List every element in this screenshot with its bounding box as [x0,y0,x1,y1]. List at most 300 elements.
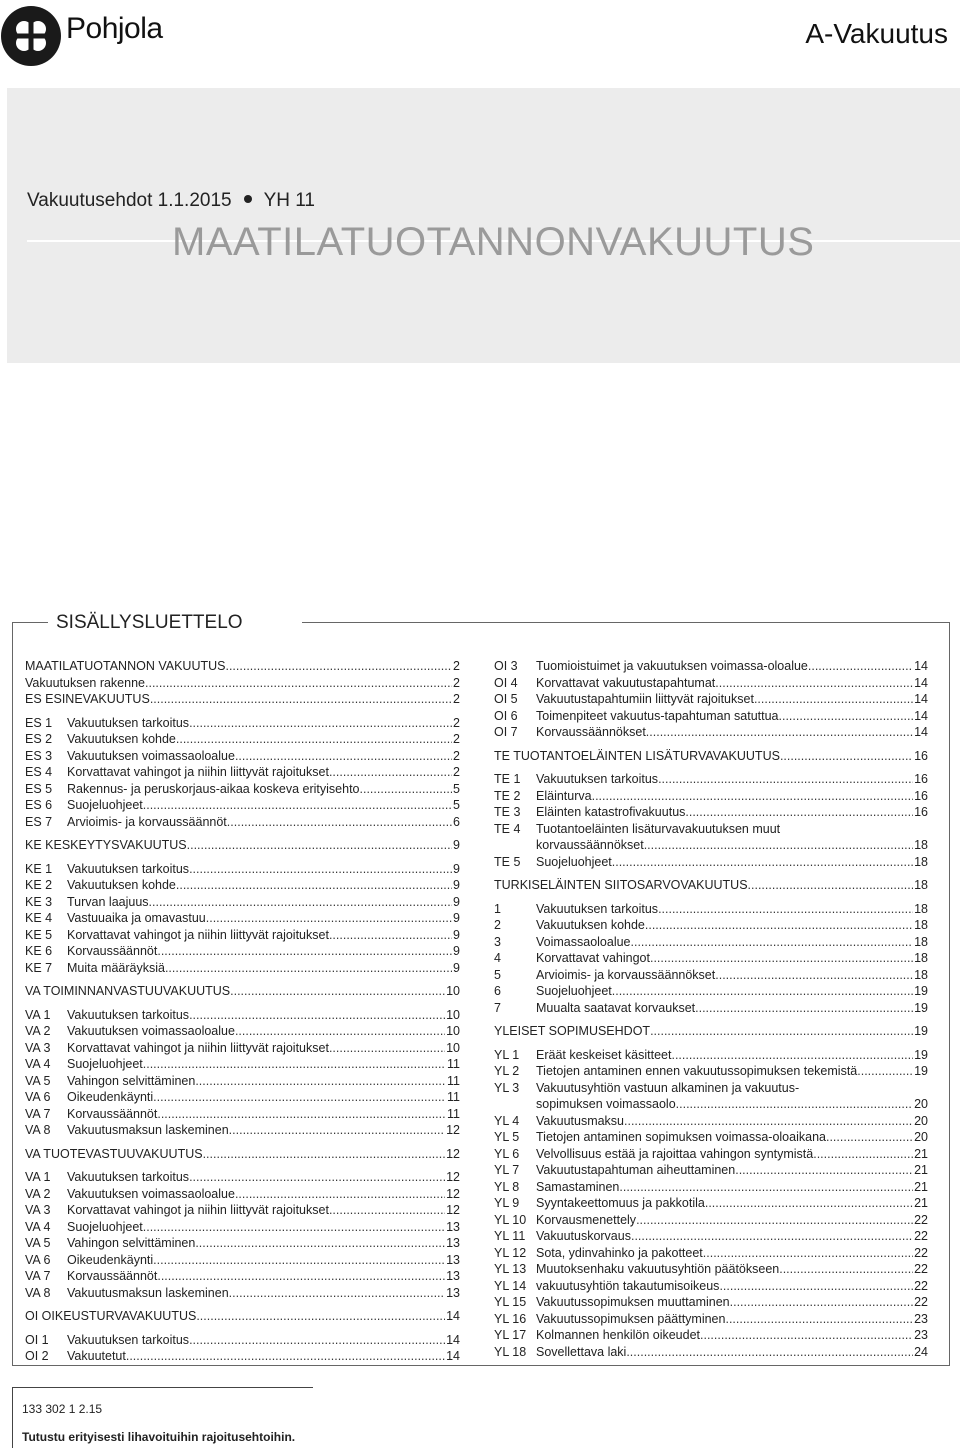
toc-entry[interactable] [494,788,928,805]
toc-entry-text: Vakuutustapahtumiin liittyvät rajoitukset [536,692,754,706]
toc-entry-page: 22 [914,1295,928,1309]
toc-leader-dots [229,1122,445,1139]
toc-title: SISÄLLYSLUETTELO [56,612,249,634]
toc-entry-page: 16 [914,772,928,786]
toc-entry[interactable] [25,1169,460,1186]
toc-leader-dots [780,748,913,765]
toc-entry-code: KE 6 [25,944,53,958]
toc-section[interactable] [494,748,928,765]
toc-entry-page: 18 [914,918,928,932]
toc-entry-page: 10 [446,1007,460,1022]
toc-entry-page: 13 [446,1236,460,1250]
toc-entry[interactable] [494,967,928,984]
toc-entry-text: Velvollisuus estää ja rajoittaa vahingon syntymistä [536,1146,814,1161]
toc-entry-page: 18 [914,838,928,852]
toc-column-left [25,658,460,1365]
toc-leader-dots [143,1219,445,1236]
toc-leader-dots [730,1294,913,1311]
toc-entry[interactable] [494,1047,928,1064]
toc-entry-text: Suojeluohjeet [67,1057,143,1071]
toc-entry[interactable] [494,1080,928,1097]
toc-entry[interactable] [25,960,460,977]
toc-section-text: VA TOIMINNANVASTUUVAKUUTUS [25,984,231,998]
toc-entry-text: Korvattavat vahingot ja niihin liittyvät rajoitukset [67,1040,329,1055]
toc-entry[interactable] [25,1186,460,1203]
toc-entry[interactable] [25,1332,460,1349]
toc-leader-dots [329,764,452,781]
toc-entry[interactable] [494,854,928,871]
toc-leader-dots [225,658,452,675]
toc-entry-page: 18 [914,901,928,916]
toc-entry-page: 9 [453,838,460,852]
toc-entry-page: 12 [446,1146,460,1161]
toc-entry-code: VA 3 [25,1203,51,1217]
toc-entry-code: VA 6 [25,1090,51,1104]
toc-entry-code: YL 11 [494,1229,526,1243]
toc-entry-code: KE 5 [25,927,53,942]
toc-entry-text: Sovellettava laki [536,1344,627,1359]
toc-leader-dots [754,691,913,708]
toc-leader-dots [126,1348,445,1365]
toc-entry-text: Korvattavat vahingot [536,951,650,965]
toc-entry[interactable] [494,1344,928,1361]
toc-entry-text: Eläinten katastrofivakuutus [536,805,686,819]
toc-entry-code: VA 6 [25,1252,51,1267]
toc-leader-dots [700,1327,913,1344]
toc-leader-dots [631,934,914,951]
toc-entry-page: 2 [453,692,460,706]
toc-entry-text: Suojeluohjeet [67,798,143,812]
toc-entry[interactable] [494,1063,928,1080]
toc-section-text: OI OIKEUSTURVAVAKUUTUS [25,1309,197,1323]
toc-entry-page: 19 [914,1024,928,1038]
toc-entry[interactable] [25,894,460,911]
pohjola-logo-icon [0,5,62,67]
toc-entry-code: KE 7 [25,960,53,975]
toc-entry-page: 19 [914,1047,928,1062]
toc-entry-text: Vakuutuksen tarkoitus [536,901,659,916]
toc-entry-page: 14 [914,708,928,723]
toc-entry-page: 23 [914,1328,928,1342]
toc-entry-text: vakuutusyhtiön takautumisoikeus [536,1278,720,1293]
toc-entry-code: KE 2 [25,878,53,892]
toc-leader-dots [229,1285,445,1302]
toc-entry[interactable] [494,1294,928,1311]
toc-section-text: KE KESKEYTYSVAKUUTUS [25,838,187,852]
toc-entry-code: TE 1 [494,772,521,786]
toc-leader-dots [619,1179,913,1196]
toc-entry[interactable] [494,691,928,708]
toc-entry-code: OI 4 [494,675,518,690]
brand-name: Pohjola [66,12,163,45]
toc-leader-dots [735,1162,913,1179]
toc-entry-text: Arvioimis- ja korvaussäännökset [536,967,716,982]
toc-entry-code: OI 2 [25,1349,49,1363]
toc-entry-code: VA 8 [25,1123,51,1137]
toc-leader-dots [176,877,452,894]
toc-entry-code: VA 3 [25,1040,51,1055]
toc-entry[interactable] [25,1089,460,1106]
toc-leader-dots [235,1186,445,1203]
toc-rule-right [302,622,949,623]
toc-entry[interactable] [494,708,928,725]
toc-leader-dots [329,927,452,944]
toc-leader-dots [329,1202,445,1219]
toc-leader-dots [650,950,913,967]
toc-section[interactable] [25,837,460,854]
toc-entry-text: Vahingon selvittäminen [67,1236,196,1250]
toc-entry[interactable] [494,1179,928,1196]
toc-leader-dots [703,1245,913,1262]
toc-entry[interactable] [494,983,928,1000]
toc-entry[interactable] [494,1113,928,1130]
toc-leader-dots [658,901,913,918]
toc-entry-page: 9 [453,861,460,876]
toc-leader-dots [195,1073,446,1090]
toc-leader-dots [195,1235,445,1252]
toc-entry-page: 11 [447,1090,460,1104]
toc-entry[interactable] [25,675,460,692]
toc-entry[interactable] [25,1202,460,1219]
toc-entry-code: 7 [494,1000,501,1015]
toc-section-text: MAATILATUOTANNON VAKUUTUS [25,659,226,673]
toc-entry[interactable] [494,1129,928,1146]
toc-entry-text: Eräät keskeiset käsitteet [536,1047,672,1062]
toc-entry[interactable] [25,781,460,798]
toc-leader-dots [165,960,452,977]
toc-leader-dots [189,1007,445,1024]
toc-entry-code: 3 [494,934,501,949]
toc-entry-code: TE 5 [494,854,521,869]
toc-entry[interactable] [25,861,460,878]
toc-section[interactable] [25,1308,460,1325]
toc-leader-dots [705,1195,913,1212]
toc-entry-continuation[interactable] [494,1096,928,1113]
terms-code: YH 11 [263,190,315,211]
toc-leader-dots [592,788,914,805]
toc-entry-code: ES 6 [25,798,53,812]
toc-entry-code: KE 4 [25,911,53,925]
toc-entry[interactable] [494,1212,928,1229]
toc-entry-text: Korvattavat vahingot ja niihin liittyvät rajoitukset [67,927,329,942]
toc-entry-text: Vakuutusmaksun laskeminen [67,1285,229,1300]
toc-entry-text: Muita määräyksiä [67,960,165,975]
terms-label: Vakuutusehdot 1.1.2015 [27,190,232,211]
toc-entry-text: Vakuutuksen tarkoitus [67,1170,190,1184]
toc-entry[interactable] [25,1007,460,1024]
toc-entry-page: 21 [914,1196,928,1210]
toc-entry-code: TE 2 [494,788,521,803]
toc-entry-text: Samastaminen [536,1179,620,1194]
toc-entry-text: Kolmannen henkilön oikeudet [536,1328,701,1342]
toc-entry-code: VA 2 [25,1186,51,1201]
toc-entry[interactable] [25,1040,460,1057]
toc-entry-text: Korvattavat vakuutustapahtumat [536,675,716,690]
toc-entry[interactable] [25,797,460,814]
toc-entry-page: 14 [446,1309,460,1323]
toc-entry-page: 2 [453,675,460,690]
toc-entry-page: 10 [446,1024,460,1038]
toc-entry-text: Vakuutuksen kohde [536,918,645,932]
toc-leader-dots [157,1106,446,1123]
toc-entry[interactable] [494,1195,928,1212]
toc-entry[interactable] [494,821,928,838]
toc-leader-dots [189,1332,445,1349]
toc-entry-page: 11 [447,1073,460,1088]
toc-entry-code: ES 4 [25,765,53,779]
toc-entry[interactable] [494,771,928,788]
toc-entry-text: ES ESINEVAKUUTUS [25,692,150,706]
toc-leader-dots [157,943,452,960]
toc-entry-page: 2 [453,748,460,763]
toc-entry-page: 9 [453,878,460,892]
toc-entry[interactable] [25,1285,460,1302]
toc-entry-code: YL 14 [494,1278,527,1293]
toc-entry[interactable] [494,934,928,951]
toc-entry-text: Vakuutuksen rakenne [25,675,145,690]
toc-entry-code: YL 10 [494,1212,527,1227]
toc-entry-page: 5 [453,798,460,812]
toc-entry-code: VA 4 [25,1057,51,1071]
toc-entry-page: 14 [446,1332,460,1347]
toc-entry-text: Suojeluohjeet [67,1219,143,1234]
toc-section[interactable] [494,877,928,894]
toc-entry-text: Vakuutusmaksun laskeminen [67,1123,229,1137]
toc-leader-dots [230,983,445,1000]
toc-entry-code: YL 18 [494,1344,527,1359]
toc-entry-text: Vakuutuksen kohde [67,732,176,746]
toc-entry-code: YL 6 [494,1146,520,1161]
toc-entry[interactable] [494,658,928,675]
toc-entry-page: 16 [914,748,928,763]
toc-entry-page: 24 [914,1344,928,1359]
toc-entry-text: Vakuutuksen tarkoitus [67,715,190,730]
toc-entry[interactable] [25,1073,460,1090]
toc-entry-code: 5 [494,967,501,982]
toc-leader-dots [719,1278,913,1295]
toc-entry-text: Vakuutustapahtuman aiheuttaminen [536,1163,736,1177]
toc-entry-page: 21 [914,1163,928,1177]
toc-entry-code: VA 7 [25,1106,51,1121]
toc-entry-page: 18 [914,878,928,892]
toc-section[interactable] [25,658,460,675]
toc-entry-page: 13 [446,1269,460,1283]
toc-entry-text: Vakuutuksen tarkoitus [67,1007,190,1022]
toc-leader-dots [235,1023,445,1040]
product-name: A-Vakuutus [805,18,948,49]
toc-leader-dots [725,1311,913,1328]
toc-entry-code: VA 2 [25,1024,51,1038]
toc-leader-dots [153,1089,446,1106]
toc-leader-dots [650,1023,913,1040]
toc-leader-dots [143,797,452,814]
toc-entry-text: Sota, ydinvahinko ja pakotteet [536,1245,703,1260]
toc-entry[interactable] [25,1122,460,1139]
document-code: 133 302 1 2.15 [22,1402,103,1416]
toc-entry[interactable] [25,1056,460,1073]
toc-section-text: TE TUOTANTOELÄINTEN LISÄTURVAVAKUUTUS [494,748,780,763]
toc-entry-code: VA 7 [25,1269,51,1283]
toc-leader-dots [715,967,913,984]
toc-entry-text: Korvaussäännöt [67,1269,158,1283]
toc-entry-page: 11 [447,1106,460,1121]
toc-entry[interactable] [25,1235,460,1252]
toc-leader-dots [644,837,913,854]
toc-entry-code: KE 1 [25,861,53,876]
toc-entry-code: VA 5 [25,1236,51,1250]
toc-entry-page: 9 [453,960,460,975]
toc-section[interactable] [25,983,460,1000]
toc-entry-code: YL 13 [494,1262,527,1276]
toc-entry[interactable] [25,764,460,781]
toc-entry-text: Korvattavat vahingot ja niihin liittyvät rajoitukset [67,765,329,779]
toc-entry[interactable] [494,1278,928,1295]
toc-entry-code: OI 5 [494,692,518,706]
toc-entry-code: YL 2 [494,1064,520,1078]
toc-leader-dots [187,837,452,854]
toc-entry-text: Vakuutuksen tarkoitus [67,1332,190,1347]
toc-entry-page: 14 [914,725,928,739]
toc-entry[interactable] [494,724,928,741]
toc-entry-code: ES 3 [25,748,53,763]
toc-entry-text: Tietojen antaminen sopimuksen voimassa-oloaikana [536,1130,826,1144]
toc-entry-code: YL 8 [494,1179,520,1194]
toc-entry-text: Tuomioistuimet ja vakuutuksen voimassa-oloalue [536,659,808,673]
toc-section[interactable] [494,1023,928,1040]
toc-entry[interactable] [25,1252,460,1269]
toc-entry[interactable] [25,1348,460,1365]
toc-entry[interactable] [25,877,460,894]
toc-entry-code: YL 16 [494,1311,527,1326]
toc-leader-dots [227,814,452,831]
toc-entry[interactable] [494,1261,928,1278]
toc-leader-dots [143,1056,446,1073]
toc-leader-dots [176,731,452,748]
toc-leader-dots [645,917,913,934]
toc-leader-dots [685,804,913,821]
toc-entry[interactable] [25,1023,460,1040]
toc-entry-page: 18 [914,967,928,982]
toc-leader-dots [624,1113,913,1130]
toc-entry-code: YL 9 [494,1196,520,1210]
toc-entry[interactable] [494,804,928,821]
toc-entry-text: Toimenpiteet vakuutus-tapahtuman satuttua [536,708,779,723]
toc-entry-text: Suojeluohjeet [536,854,612,869]
toc-entry[interactable] [494,1245,928,1262]
toc-section-text: VA TUOTEVASTUUVAKUUTUS [25,1146,203,1161]
toc-entry-page: 14 [446,1349,460,1363]
document-title: MAATILATUOTANNONVAKUUTUS [172,220,815,264]
toc-leader-dots [813,1146,913,1163]
toc-leader-dots [612,854,913,871]
toc-leader-dots [808,658,913,675]
toc-entry-code: TE 4 [494,821,521,836]
toc-entry[interactable] [494,901,928,918]
toc-entry-text: Korvaussäännökset [536,725,646,739]
toc-entry-continuation[interactable] [494,837,928,854]
toc-entry-page: 12 [446,1170,460,1184]
toc-leader-dots [779,708,914,725]
toc-entry[interactable] [494,1000,928,1017]
toc-entry[interactable] [494,950,928,967]
toc-entry-code: OI 7 [494,725,518,739]
toc-entry-code: VA 1 [25,1007,51,1022]
toc-entry[interactable] [494,917,928,934]
toc-leader-dots [360,781,453,798]
toc-entry[interactable] [25,1268,460,1285]
toc-entry[interactable] [25,927,460,944]
toc-leader-dots [612,983,913,1000]
toc-entry-text: Korvattavat vahingot ja niihin liittyvät rajoitukset [67,1203,329,1217]
toc-entry-code: YL 17 [494,1328,527,1342]
toc-entry-page: 12 [446,1203,460,1217]
toc-entry-text: Suojeluohjeet [536,984,612,998]
toc-entry-page: 19 [914,1064,928,1078]
toc-leader-dots [658,771,913,788]
footer-note: Tutustu erityisesti lihavoituihin rajoitusehtoihin. [22,1430,296,1444]
toc-section[interactable] [25,1146,460,1163]
toc-entry-text: Tuotantoeläinten lisäturvavakuutuksen muut [536,821,781,836]
toc-entry-code: ES 7 [25,814,53,829]
toc-entry-code: 6 [494,984,501,998]
toc-entry[interactable] [25,1219,460,1236]
toc-entry[interactable] [25,910,460,927]
toc-entry-text: Korvaussäännöt [67,944,158,958]
toc-entry-text: Turvan laajuus [67,894,149,909]
toc-entry-page: 22 [914,1262,928,1276]
toc-column-right [494,658,928,1360]
bullet-icon [244,195,252,203]
toc-entry[interactable] [494,1146,928,1163]
toc-entry[interactable] [494,1162,928,1179]
toc-entry-page: 22 [914,1278,928,1293]
toc-entry[interactable] [25,943,460,960]
toc-entry[interactable] [25,715,460,732]
toc-entry-code: 2 [494,918,501,932]
toc-leader-dots [715,675,913,692]
toc-entry-text: Vakuutuksen voimassaoloalue [67,748,235,763]
toc-entry-code: 1 [494,901,501,916]
toc-entry[interactable] [494,675,928,692]
toc-entry-text: Vakuutetut [67,1349,126,1363]
toc-entry-code: 4 [494,951,501,965]
toc-entry-page: 22 [914,1212,928,1227]
toc-entry[interactable] [494,1327,928,1344]
toc-entry-text: Vakuutuskorvaus [536,1229,631,1243]
toc-leader-dots [145,675,452,692]
toc-entry-page: 20 [914,1097,928,1111]
toc-entry-code: VA 5 [25,1073,51,1088]
toc-entry[interactable] [25,748,460,765]
toc-entry[interactable] [494,1228,928,1245]
toc-entry[interactable] [25,814,460,831]
toc-entry[interactable] [25,1106,460,1123]
toc-entry-text: Muutoksenhaku vakuutusyhtiön päätökseen [536,1262,780,1276]
toc-entry[interactable] [25,731,460,748]
toc-entry-text: Tietojen antaminen ennen vakuutussopimuksen tekemistä [536,1064,858,1078]
toc-entry-page: 20 [914,1130,928,1144]
toc-leader-dots [626,1344,913,1361]
toc-entry-text: Voimassaoloalue [536,934,631,949]
toc-entry-code: ES 2 [25,732,53,746]
toc-entry-text: Oikeudenkäynti [67,1252,154,1267]
toc-entry-page: 2 [453,715,460,730]
toc-entry-text: Vakuutuksen kohde [67,878,176,892]
toc-entry[interactable] [25,691,460,708]
toc-entry-page: 12 [446,1186,460,1201]
toc-entry-page: 9 [453,894,460,909]
toc-entry[interactable] [494,1311,928,1328]
